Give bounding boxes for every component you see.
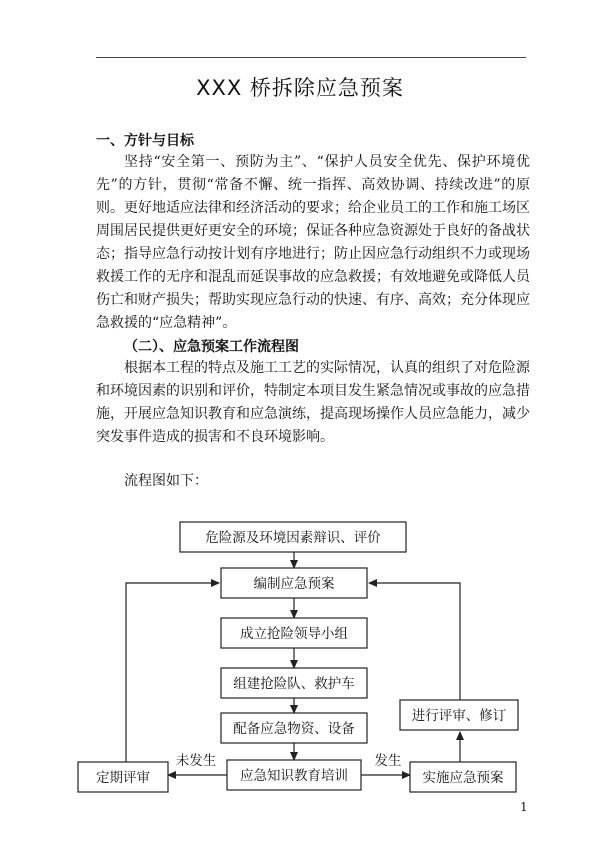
flow-step-materials bbox=[221, 713, 367, 743]
page-number: 1 bbox=[520, 800, 528, 814]
connector-review-loop bbox=[126, 583, 219, 762]
flow-step-compile-plan-label: 编制应急预案 bbox=[253, 576, 335, 592]
label-occurred: 发生 bbox=[374, 753, 402, 769]
flow-review-label: 定期评审 bbox=[96, 770, 150, 786]
flow-step-rescue-team-label: 组建抢险队、救护车 bbox=[233, 676, 355, 692]
flow-step-rescue-team bbox=[221, 668, 367, 698]
document-title: XXX 桥拆除应急预案 bbox=[196, 76, 404, 100]
flow-step-materials-label: 配备应急物资、设备 bbox=[233, 721, 355, 737]
flow-implement-label: 实施应急预案 bbox=[422, 770, 504, 786]
flow-step-identify-label: 危险源及环境因素辩识、评价 bbox=[205, 530, 381, 546]
flow-revise-label: 进行评审、修订 bbox=[411, 708, 507, 724]
flow-implement-box bbox=[410, 762, 516, 792]
section-2-heading: （二）、应急预案工作流程图 bbox=[124, 339, 299, 355]
flow-review-box bbox=[78, 762, 168, 792]
flow-step-leadership-group-label: 成立抢险领导小组 bbox=[240, 626, 348, 642]
flow-step-identify bbox=[180, 522, 406, 552]
connector-revise-loop bbox=[369, 583, 460, 700]
section-2-paragraph: 根据本工程的特点及施工工艺的实际情况，认真的组织了对危险源和环境因素的识别和评价，特制定本项目发生紧急情况或事故的应急措施，开展应急知识教育和应急演练，提高现场操作人员应急能力，减少突发事件造成的损害和不良环境影响。 bbox=[96, 360, 530, 445]
flow-revise-box bbox=[400, 700, 518, 730]
label-not-occurred: 未发生 bbox=[175, 753, 217, 769]
flow-step-compile-plan bbox=[221, 568, 367, 598]
flow-step-leadership-group bbox=[221, 618, 367, 648]
flow-intro: 流程图如下： bbox=[124, 473, 208, 489]
section-1-paragraph: 坚持“安全第一、预防为主”、“保护人员安全优先、保护环境优先”的方针，贯彻“常备不懈、统一指挥、高效协调、持续改进”的原则。更好地适应法律和经济活动的要求；给企业员工的工作和施工场区周围居民提供更好更安全的环境；保证各种应急资源处于良好的备战状态；指导应急行动按计划有序地进行；防止因应急行动组织不力或现场救援工作的无序和混乱而延误事故的应急救援；有效地避免或降低人员伤亡和财产损失；帮助实现应急行动的快速、有序、高效；充分体现应急救援的“应急精神”。 bbox=[96, 154, 530, 331]
section-1-heading: 一、方针与目标 bbox=[96, 133, 194, 149]
flow-step-training bbox=[227, 760, 361, 790]
flow-step-training-label: 应急知识教育培训 bbox=[240, 768, 348, 784]
